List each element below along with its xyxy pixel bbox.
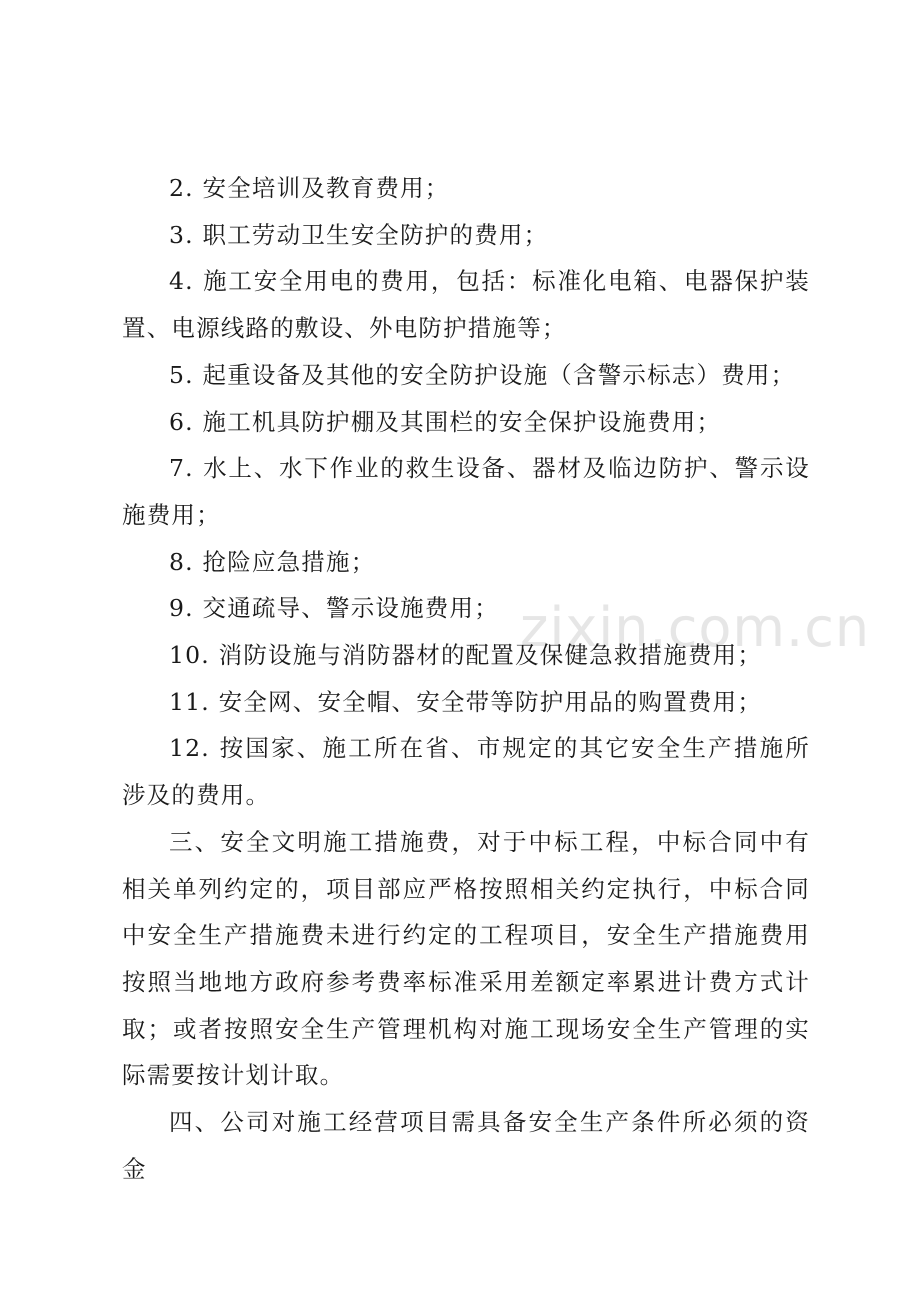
list-item-11: 11. 安全网、安全帽、安全带等防护用品的购置费用； [169, 687, 763, 716]
document-body [122, 165, 810, 1192]
list-item-6: 6. 施工机具防护棚及其围栏的安全保护设施费用； [169, 407, 722, 436]
section-three-paragraph: 三、安全文明施工措施费，对于中标工程，中标合同中有相关单列约定的，项目部应严格按照相关约定执行，中标合同中安全生产措施费未进行约定的工程项目，安全生产措施费用按照当地地方政府参考费率标准采用差额定率累进计费方式计取；或者按照安全生产管理机构对施工现场安全生产管理的实际需要按计划计取。 [122, 827, 810, 1090]
list-item-4: 4. 施工安全用电的费用，包括：标准化电箱、电器保护装置、电源线路的敷设、外电防护措施等； [122, 267, 810, 343]
list-item-8: 8. 抢险应急措施； [169, 547, 376, 576]
list-item-9: 9. 交通疏导、警示设施费用； [169, 594, 499, 623]
list-item-3: 3. 职工劳动卫生安全防护的费用； [169, 220, 549, 249]
list-item-12: 12. 按国家、施工所在省、市规定的其它安全生产措施所涉及的费用。 [122, 734, 810, 810]
list-item-7: 7. 水上、水下作业的救生设备、器材及临边防护、警示设施费用； [122, 454, 810, 529]
section-four-paragraph: 四、公司对施工经营项目需具备安全生产条件所必须的资金 [122, 1108, 810, 1183]
watermark: zixin.com.cn [520, 596, 871, 659]
list-item-10: 10. 消防设施与消防器材的配置及保健急救措施费用； [169, 641, 763, 670]
list-item-5: 5. 起重设备及其他的安全防护设施（含警示标志）费用； [169, 360, 796, 389]
list-item-2: 2. 安全培训及教育费用； [169, 174, 450, 202]
